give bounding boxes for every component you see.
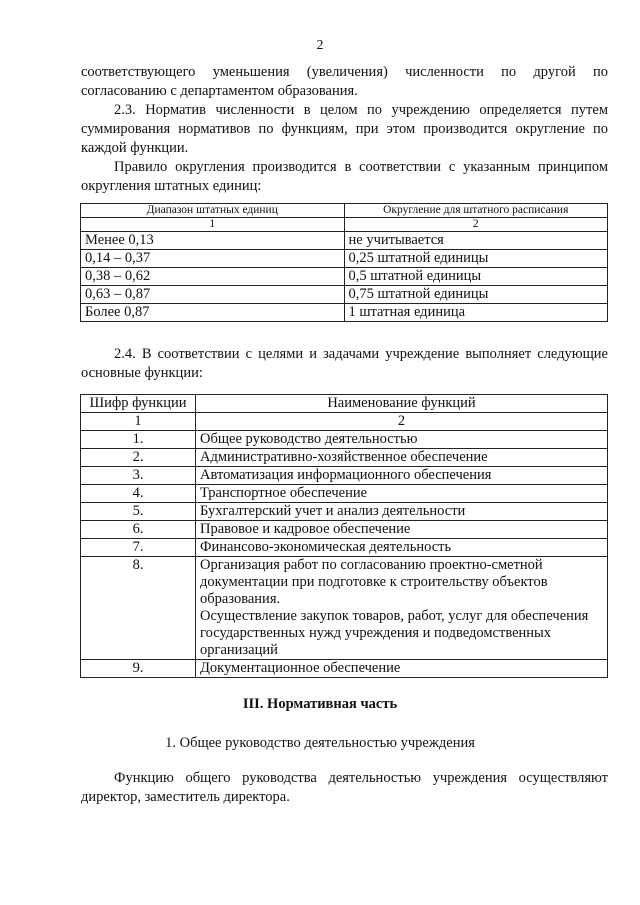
- table-row: [81, 304, 608, 322]
- rounding-cell: 0,5 штатной единицы: [344, 268, 608, 286]
- paragraph-rounding-rule: Правило округления производится в соответствии с указанным принципом округления штатных единиц:: [81, 159, 608, 194]
- range-cell: Менее 0,13: [81, 232, 345, 250]
- function-code: 4.: [81, 485, 196, 503]
- functions-header-code: Шифр функции: [81, 395, 196, 413]
- function-code: 8.: [81, 557, 196, 660]
- function-code: 2.: [81, 449, 196, 467]
- function-name: Правовое и кадровое обеспечение: [196, 521, 608, 539]
- function-name: Общее руководство деятельностью: [196, 431, 608, 449]
- function-name-part-2: Осуществление закупок товаров, работ, услуг для обеспечения государственных нужд учреждения и подведомственных организаций: [200, 608, 589, 658]
- function-name-part-1: Организация работ по согласованию проектно-сметной документации при подготовке к строительству объектов образования.: [200, 557, 548, 607]
- paragraph-final: Функцию общего руководства деятельностью учреждения осуществляют директор, заместитель директора.: [81, 770, 608, 805]
- table-row: [81, 431, 608, 449]
- function-code: 9.: [81, 660, 196, 678]
- paragraph-2-3: 2.3. Норматив численности в целом по учреждению определяется путем суммирования нормативов по функциям, при этом производится округление по каждой функции.: [81, 102, 608, 156]
- table-row: [81, 660, 608, 678]
- function-name: Бухгалтерский учет и анализ деятельности: [196, 503, 608, 521]
- table-row: [81, 449, 608, 467]
- functions-colnum-1: 1: [81, 413, 196, 431]
- rounding-header-rounding: Округление для штатного расписания: [344, 204, 608, 218]
- table-row: [81, 467, 608, 485]
- function-name-multiline: [196, 557, 608, 660]
- table-row: [81, 557, 608, 660]
- function-code: 1.: [81, 431, 196, 449]
- rounding-colnum-2: 2: [344, 218, 608, 232]
- functions-header-name: Наименование функций: [196, 395, 608, 413]
- function-code: 5.: [81, 503, 196, 521]
- rounding-cell: не учитывается: [344, 232, 608, 250]
- function-name: Финансово-экономическая деятельность: [196, 539, 608, 557]
- paragraph-continuation: соответствующего уменьшения (увеличения) численности по другой по согласованию с департаментом образования.: [81, 64, 608, 99]
- table-row: [81, 250, 608, 268]
- rounding-cell: 0,75 штатной единицы: [344, 286, 608, 304]
- section-title: III. Нормативная часть: [242, 696, 398, 712]
- table-row: [81, 485, 608, 503]
- range-cell: 0,14 – 0,37: [81, 250, 345, 268]
- subsection-title: 1. Общее руководство деятельностью учреждения: [165, 735, 475, 751]
- rounding-colnum-1: 1: [81, 218, 345, 232]
- paragraph-2-4: 2.4. В соответствии с целями и задачами учреждение выполняет следующие основные функции:: [81, 346, 608, 381]
- range-cell: 0,38 – 0,62: [81, 268, 345, 286]
- function-name: Административно-хозяйственное обеспечение: [196, 449, 608, 467]
- function-code: 6.: [81, 521, 196, 539]
- functions-colnum-2: 2: [196, 413, 608, 431]
- range-cell: 0,63 – 0,87: [81, 286, 345, 304]
- table-row: [81, 521, 608, 539]
- function-name: Автоматизация информационного обеспечения: [196, 467, 608, 485]
- rounding-cell: 1 штатная единица: [344, 304, 608, 322]
- table-row: [81, 503, 608, 521]
- table-row: [81, 232, 608, 250]
- range-cell: Более 0,87: [81, 304, 345, 322]
- table-row: [81, 286, 608, 304]
- function-name: Документационное обеспечение: [196, 660, 608, 678]
- table-row: [81, 539, 608, 557]
- table-row: [81, 268, 608, 286]
- rounding-table: [80, 203, 608, 322]
- function-code: 3.: [81, 467, 196, 485]
- functions-table: [80, 394, 608, 678]
- page-number: 2: [316, 38, 324, 53]
- function-code: 7.: [81, 539, 196, 557]
- rounding-cell: 0,25 штатной единицы: [344, 250, 608, 268]
- function-name: Транспортное обеспечение: [196, 485, 608, 503]
- rounding-header-range: Диапазон штатных единиц: [81, 204, 345, 218]
